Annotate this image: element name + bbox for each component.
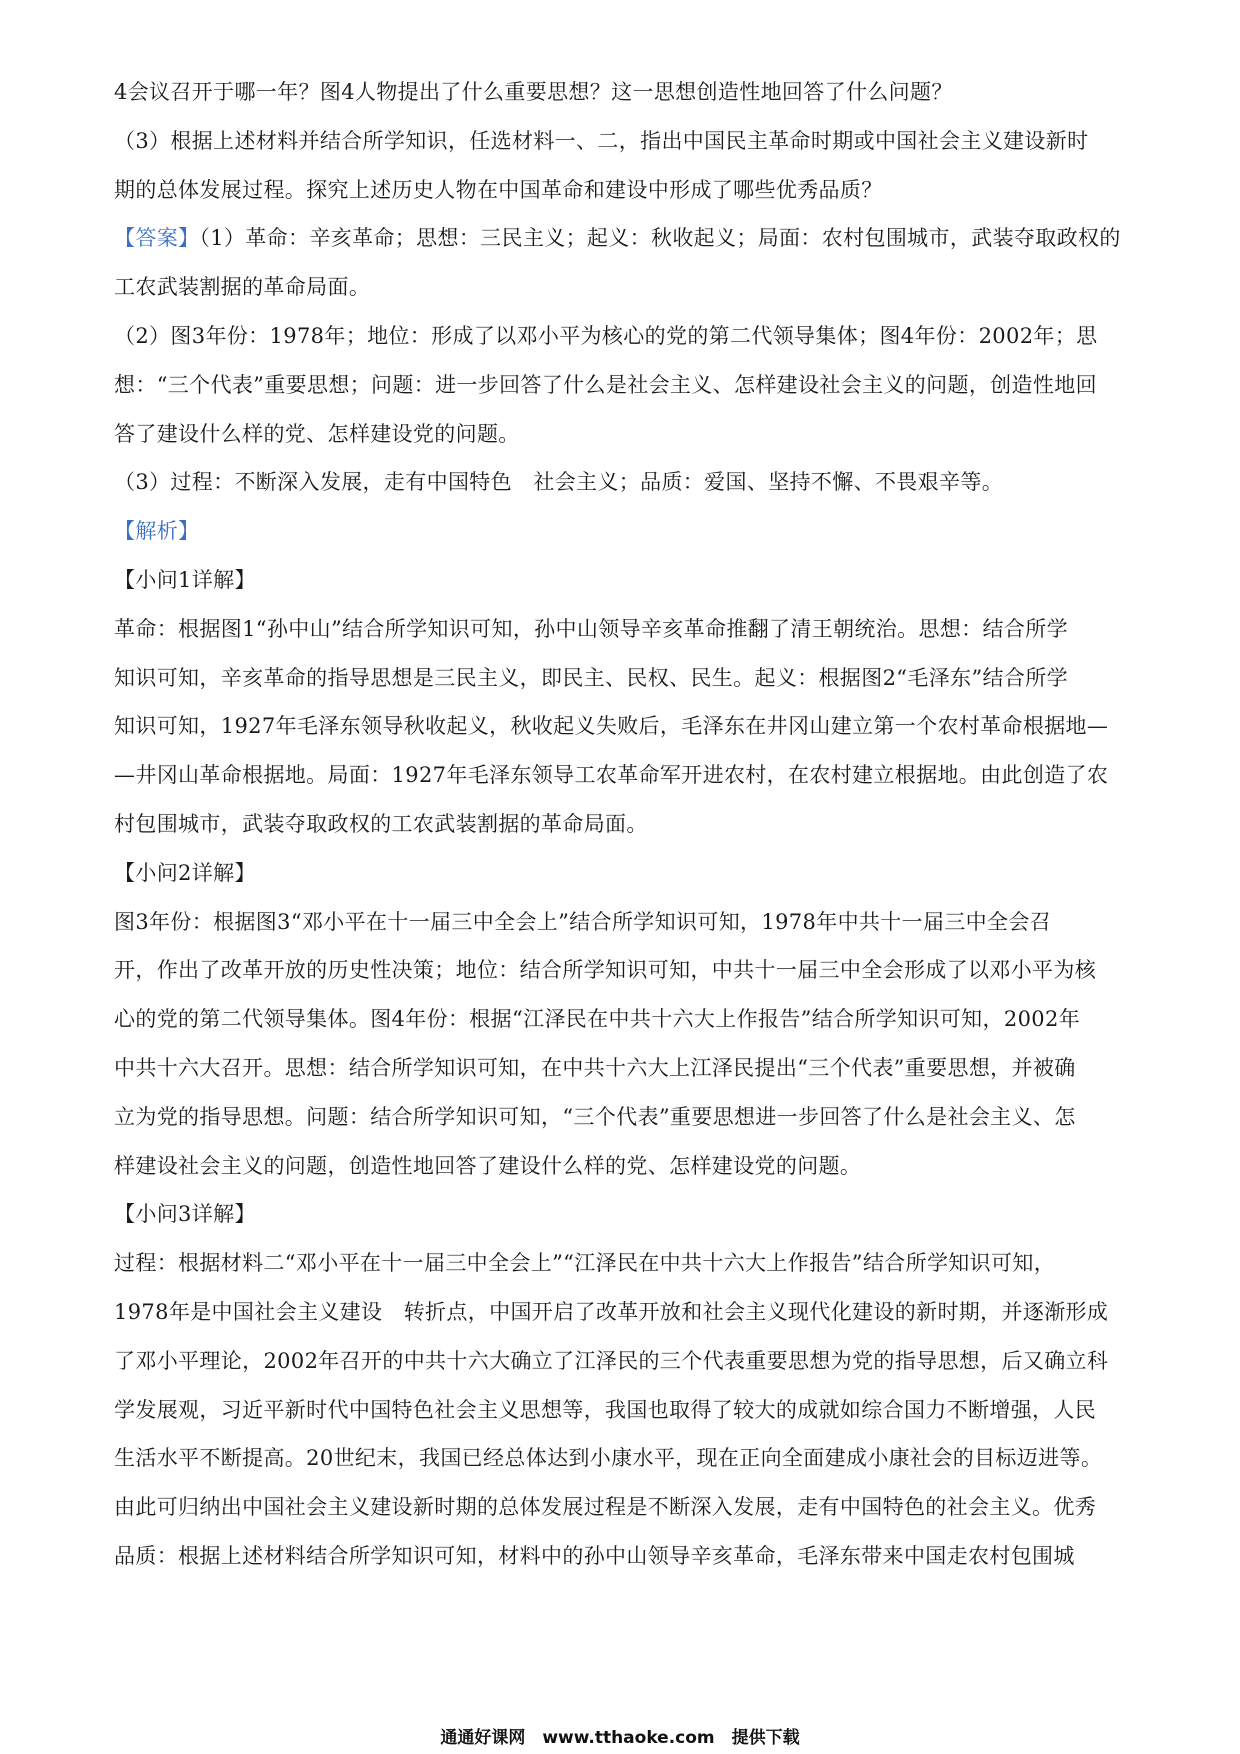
text-line: 样建设社会主义的问题，创造性地回答了建设什么样的党、怎样建设党的问题。 [114, 1153, 862, 1178]
text-line: 工农武装割据的革命局面。 [114, 275, 371, 300]
text-line: （3）根据上述材料并结合所学知识，任选材料一、二，指出中国民主革命时期或中国社会主义建设新时 [114, 128, 1089, 153]
text-line: 心的党的第二代领导集体。图4年份：根据“江泽民在中共十六大上作报告”结合所学知识可知，2002年 [114, 1007, 1081, 1032]
text-line: 中共十六大召开。思想：结合所学知识可知，在中共十六大上江泽民提出“三个代表”重要思想，并被确 [114, 1055, 1076, 1080]
text-line: 生活水平不断提高。20世纪末，我国已经总体达到小康水平，现在正向全面建成小康社会的目标迈进等。 [114, 1446, 1103, 1471]
text-line: 了邓小平理论，2002年召开的中共十六大确立了江泽民的三个代表重要思想为党的指导思想，后又确立科 [114, 1348, 1109, 1373]
text-line: 图3年份：根据图3“邓小平在十一届三中全会上”结合所学知识可知，1978年中共十一届三中全会召 [114, 909, 1052, 934]
subquestion-heading: 【小问1详解】 [114, 567, 256, 592]
text-line: 过程：根据材料二“邓小平在十一届三中全会上”“江泽民在中共十六大上作报告”结合所学知识可知， [114, 1251, 1056, 1276]
subquestion-heading: 【小问3详解】 [114, 1202, 256, 1227]
subquestion-heading: 【小问2详解】 [114, 860, 256, 885]
page-footer: 通通好课网 www.tthaoke.com 提供下载 [440, 1728, 800, 1748]
analysis-tag: 【解析】 [114, 519, 200, 544]
text-line: 期的总体发展过程。探究上述历史人物在中国革命和建设中形成了哪些优秀品质？ [114, 177, 883, 202]
text-line: —井冈山革命根据地。局面：1927年毛泽东领导工农革命军开进农村，在农村建立根据地。由此创造了农 [114, 763, 1109, 788]
text-line: （2）图3年份：1978年；地位：形成了以邓小平为核心的党的第二代领导集体；图4年份：2002年；思 [114, 323, 1098, 348]
text-line: 品质：根据上述材料结合所学知识可知，材料中的孙中山领导辛亥革命，毛泽东带来中国走农村包围城 [114, 1543, 1075, 1568]
answer-line [114, 214, 1130, 263]
text-line: 知识可知，辛亥革命的指导思想是三民主义，即民主、民权、民生。起义：根据图2“毛泽东”结合所学 [114, 665, 1068, 690]
text-line: 学发展观，习近平新时代中国特色社会主义思想等，我国也取得了较大的成就如综合国力不断增强，人民 [114, 1397, 1097, 1422]
document-body [114, 68, 1130, 1581]
text-line: 村包围城市，武装夺取政权的工农武装割据的革命局面。 [114, 811, 648, 836]
text-line: 4会议召开于哪一年？图4人物提出了什么重要思想？这一思想创造性地回答了什么问题？ [114, 80, 953, 104]
text-line: （1）革命：辛亥革命；思想：三民主义；起义：秋收起义；局面：农村包围城市，武装夺取政权的 [199, 226, 1121, 251]
text-line: 由此可归纳出中国社会主义建设新时期的总体发展过程是不断深入发展，走有中国特色的社会主义。优秀 [114, 1495, 1097, 1520]
text-line: 知识可知，1927年毛泽东领导秋收起义，秋收起义失败后，毛泽东在井冈山建立第一个农村革命根据地— [114, 714, 1109, 739]
analysis-line [114, 507, 1130, 556]
text-line: （3）过程：不断深入发展，走有中国特色 社会主义；品质：爱国、坚持不懈、不畏艰辛等。 [114, 470, 1004, 495]
text-line: 立为党的指导思想。问题：结合所学知识可知，“三个代表”重要思想进一步回答了什么是社会主义、怎 [114, 1104, 1076, 1129]
text-line: 开，作出了改革开放的历史性决策；地位：结合所学知识可知，中共十一届三中全会形成了以邓小平为核 [114, 958, 1097, 983]
text-line: 想：“三个代表”重要思想；问题：进一步回答了什么是社会主义、怎样建设社会主义的问题，创造性地回 [114, 372, 1097, 397]
answer-tag: 【答案】 [114, 226, 200, 251]
text-line: 革命：根据图1“孙中山”结合所学知识可知，孙中山领导辛亥革命推翻了清王朝统治。思想：结合所学 [114, 616, 1068, 641]
text-line: 1978年是中国社会主义建设 转折点，中国开启了改革开放和社会主义现代化建设的新时期，并逐渐形成 [114, 1299, 1109, 1324]
text-line: 答了建设什么样的党、怎样建设党的问题。 [114, 421, 520, 446]
